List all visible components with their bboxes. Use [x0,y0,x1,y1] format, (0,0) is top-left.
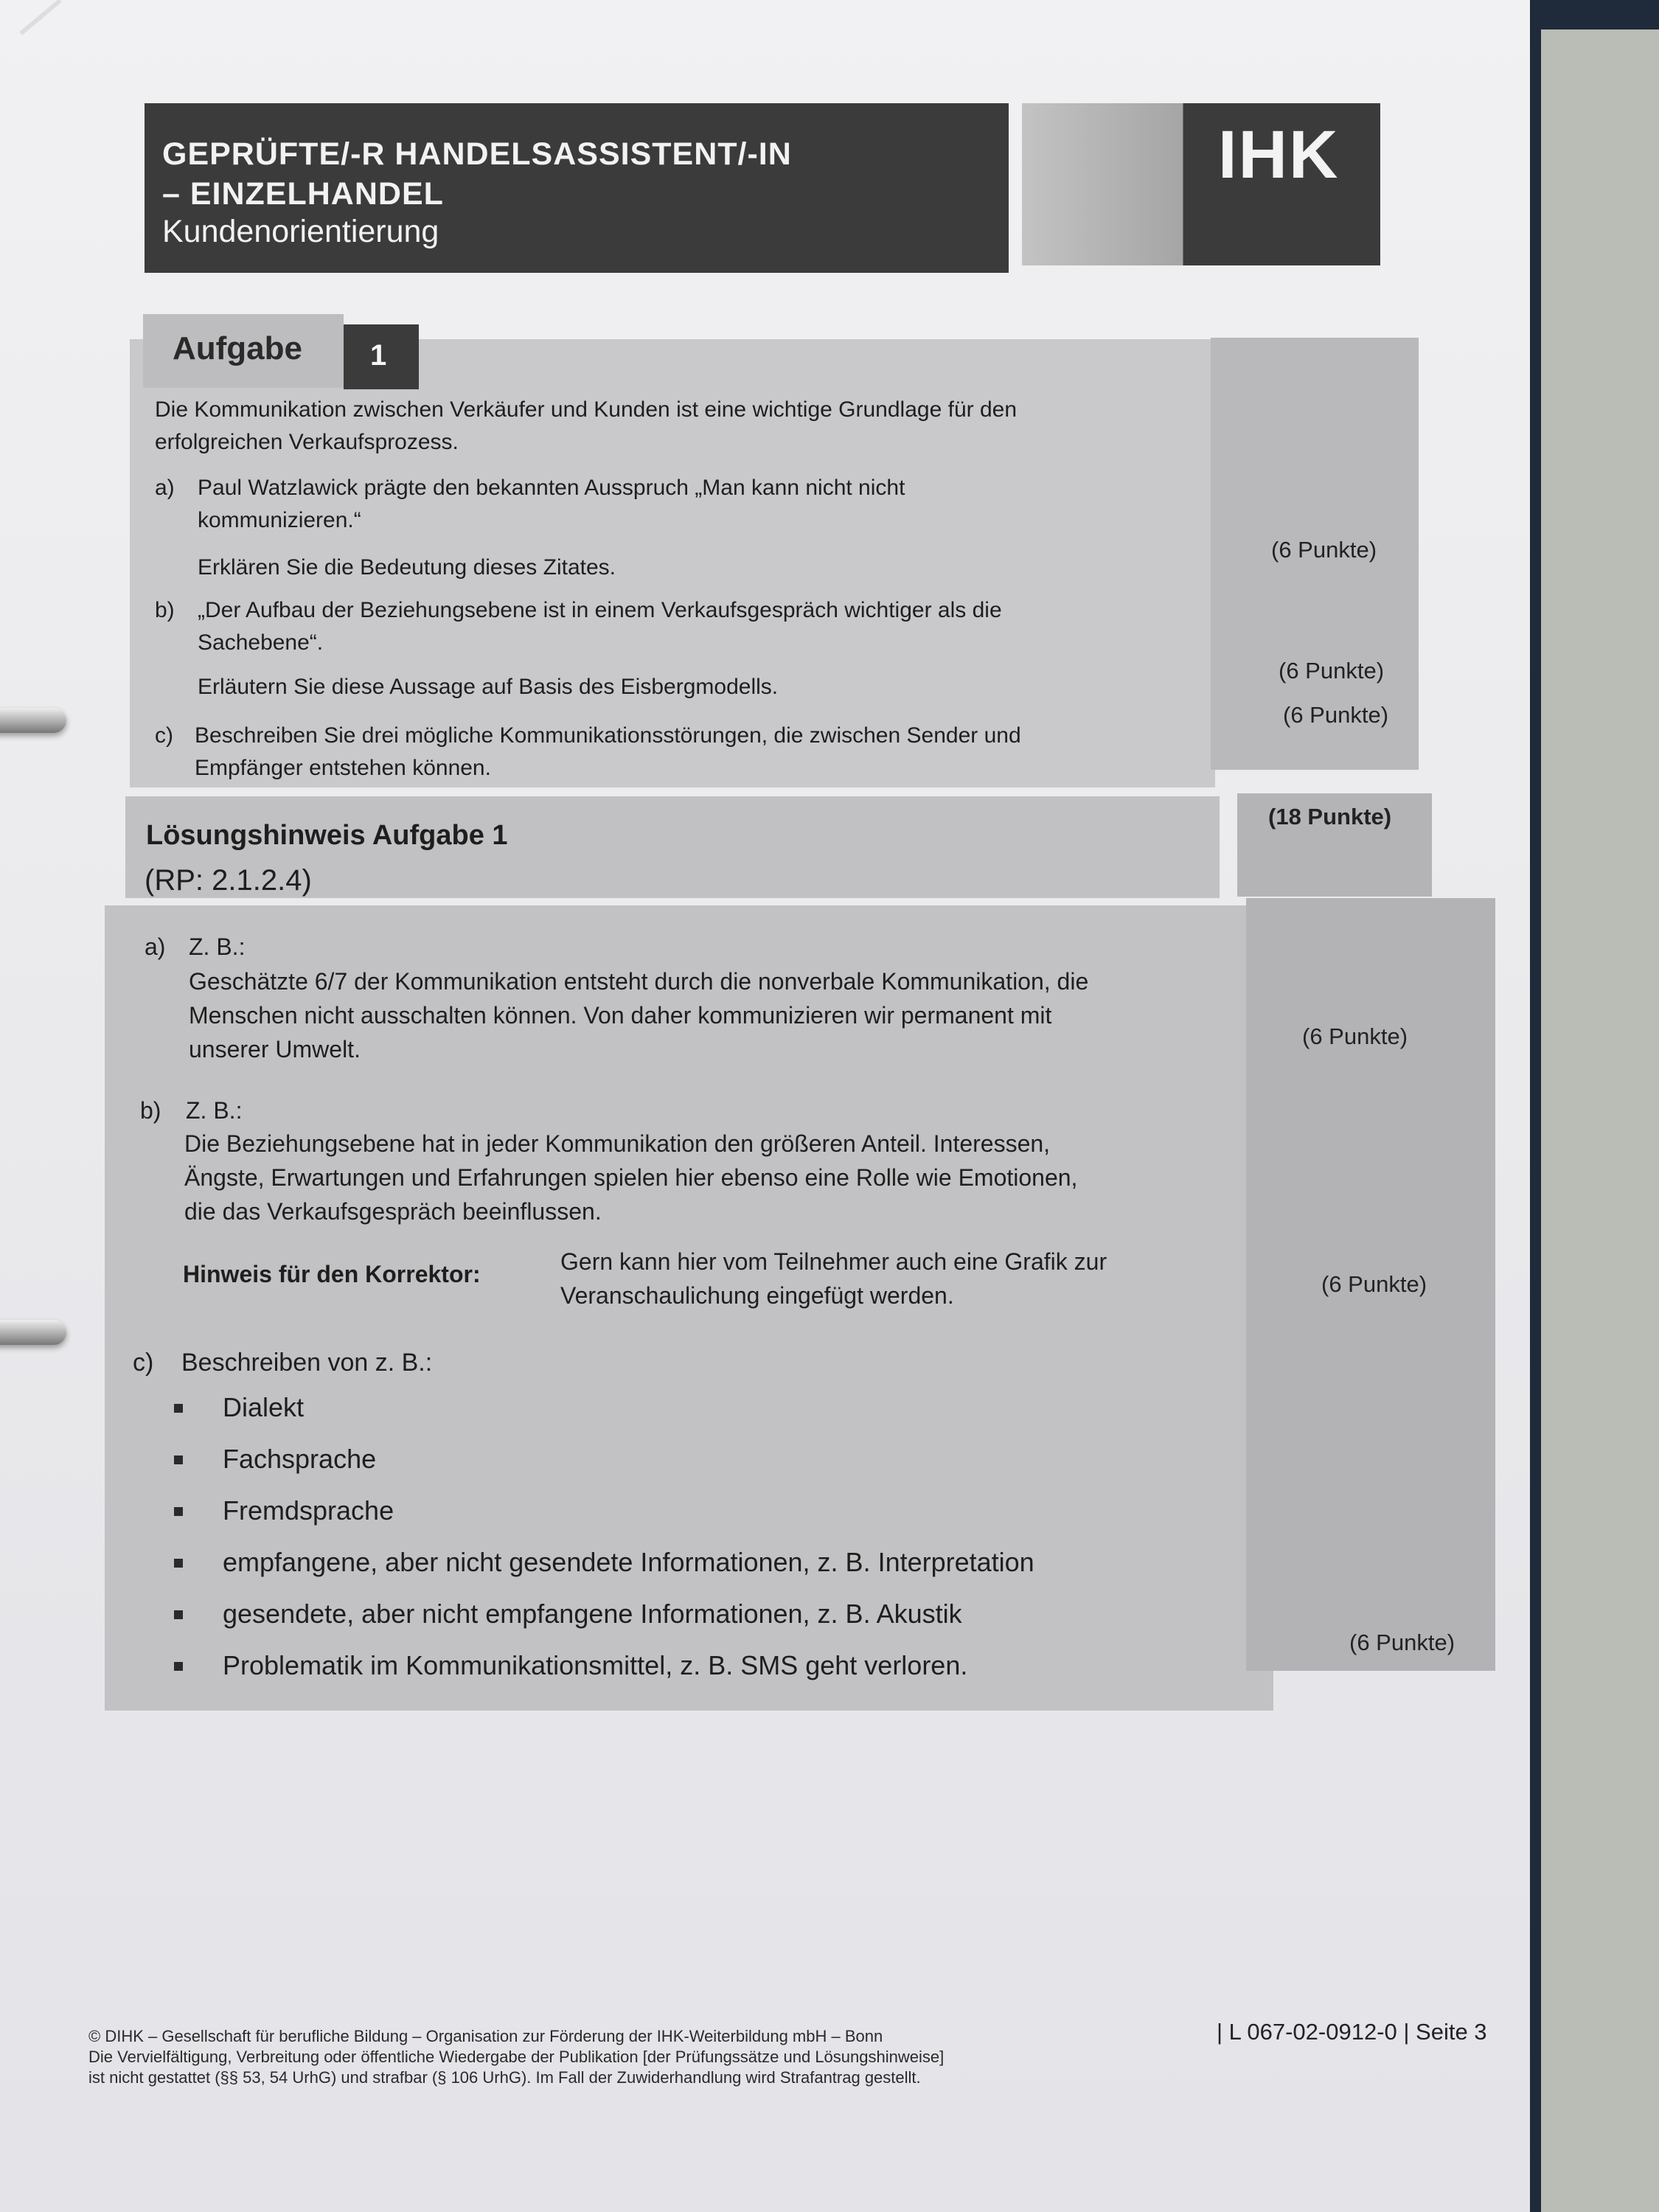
task-a-points: (6 Punkte) [1271,537,1377,563]
task-b-instruction: Erläutern Sie diese Aussage auf Basis des Eisbergmodells. [198,675,779,699]
task-b-text [198,594,1002,659]
task-b-line-2: Sachebene“. [198,630,324,655]
solution-a-text [189,964,1088,1066]
solution-a-line-3: unserer Umwelt. [189,1036,361,1062]
footer-line-2: Die Vervielfältigung, Verbreitung oder öffentliche Wiedergabe der Publikation [der Prüfungssätze und Lösungshinweise] [88,2048,945,2066]
footer-line-3: ist nicht gestattet (§§ 53, 54 UrhG) und strafbar (§ 106 UrhG). Im Fall der Zuwiderhandlung wird Strafantrag gestellt. [88,2068,921,2087]
binder-ring-lower [0,1320,66,1345]
corrector-hint-text [560,1245,1107,1312]
binder-ring-upper [0,708,66,733]
corrector-hint-line-2: Veranschaulichung eingefügt werden. [560,1282,954,1309]
bullet-square-icon [174,1404,183,1413]
task-c-text [195,720,1021,785]
list-item-text: empfangene, aber nicht gesendete Informationen, z. B. Interpretation [223,1547,1034,1577]
solution-c-points: (6 Punkte) [1349,1630,1455,1655]
copyright-footer [88,2026,1121,2088]
task-c-points: (6 Punkte) [1283,702,1389,728]
solution-rp-reference: (RP: 2.1.2.4) [145,864,312,897]
task-c-line-1: Beschreiben Sie drei mögliche Kommunikationsstörungen, die zwischen Sender und [195,723,1021,748]
solution-b-line-3: die das Verkaufsgespräch beeinflussen. [184,1198,602,1225]
task-label-tab [143,314,344,388]
total-points: (18 Punkte) [1268,804,1392,830]
task-a-text [198,472,905,537]
task-label: Aufgabe [173,330,302,366]
solution-b-line-2: Ängste, Erwartungen und Erfahrungen spielen hier ebenso eine Rolle wie Emotionen, [184,1164,1078,1191]
solution-c-head: Beschreiben von z. B.: [181,1349,433,1377]
solution-b-marker: b) [140,1097,161,1124]
header-banner [145,103,1009,273]
bullet-square-icon [174,1610,183,1619]
task-intro-line-2: erfolgreichen Verkaufsprozess. [155,430,459,454]
list-item-text: Fremdsprache [223,1495,394,1526]
solution-c-marker: c) [133,1349,154,1377]
task-intro [155,394,1017,459]
page-reference: | L 067-02-0912-0 | Seite 3 [1217,2019,1487,2045]
task-c-marker: c) [155,723,173,748]
task-number: 1 [370,339,387,372]
pencil-mark [19,0,61,35]
solution-a-marker: a) [145,933,166,960]
task-a-line-1: Paul Watzlawick prägte den bekannten Ausspruch „Man kann nicht nicht [198,476,905,500]
solution-a-line-1: Geschätzte 6/7 der Kommunikation entsteht durch die nonverbale Kommunikation, die [189,968,1089,995]
task-b-points: (6 Punkte) [1279,658,1385,684]
ihk-logo: IHK [1218,117,1340,192]
list-item-text: Problematik im Kommunikationsmittel, z. B. SMS geht verloren. [223,1650,968,1680]
corrector-hint-line-1: Gern kann hier vom Teilnehmer auch eine Grafik zur [560,1248,1107,1275]
task-number-box [344,324,419,389]
qualification-title [162,134,792,214]
task-c-line-2: Empfänger entstehen können. [195,756,491,780]
list-item-text: Dialekt [223,1392,305,1422]
solution-b-head: Z. B.: [186,1097,243,1124]
list-item-text: gesendete, aber nicht empfangene Informationen, z. B. Akustik [223,1599,962,1629]
solution-title: Lösungshinweis Aufgabe 1 [146,820,508,851]
solution-a-head: Z. B.: [189,933,246,960]
binder-inner-page [1541,29,1659,2212]
solution-a-points: (6 Punkte) [1302,1023,1408,1049]
task-a-instruction: Erklären Sie die Bedeutung dieses Zitates. [198,555,616,580]
title-line-2: – EINZELHANDEL [162,176,444,212]
solution-b-line-1: Die Beziehungsebene hat in jeder Kommunikation den größeren Anteil. Interessen, [184,1130,1051,1157]
task-intro-line-1: Die Kommunikation zwischen Verkäufer und Kunden ist eine wichtige Grundlage für den [155,397,1018,422]
bullet-square-icon [174,1662,183,1671]
list-item-text: Fachsprache [223,1444,377,1474]
task-a-marker: a) [155,476,175,500]
footer-line-1: © DIHK – Gesellschaft für berufliche Bildung – Organisation zur Förderung der IHK-Weiterbildung mbH – Bonn [88,2027,883,2045]
solution-b-text [184,1127,1077,1228]
solution-a-line-2: Menschen nicht ausschalten können. Von daher kommunizieren wir permanent mit [189,1002,1052,1029]
bullet-square-icon [174,1507,183,1516]
task-a-line-2: kommunizieren.“ [198,508,361,532]
subject-subtitle: Kundenorientierung [162,214,439,249]
title-line-1: GEPRÜFTE/-R HANDELSASSISTENT/-IN [162,136,792,172]
bullet-square-icon [174,1455,183,1464]
solution-b-points: (6 Punkte) [1321,1271,1427,1297]
task-b-marker: b) [155,598,175,622]
bullet-square-icon [174,1559,183,1568]
task-b-line-1: „Der Aufbau der Beziehungsebene ist in einem Verkaufsgespräch wichtiger als die [198,598,1002,622]
corrector-hint-label: Hinweis für den Korrektor: [183,1261,481,1287]
